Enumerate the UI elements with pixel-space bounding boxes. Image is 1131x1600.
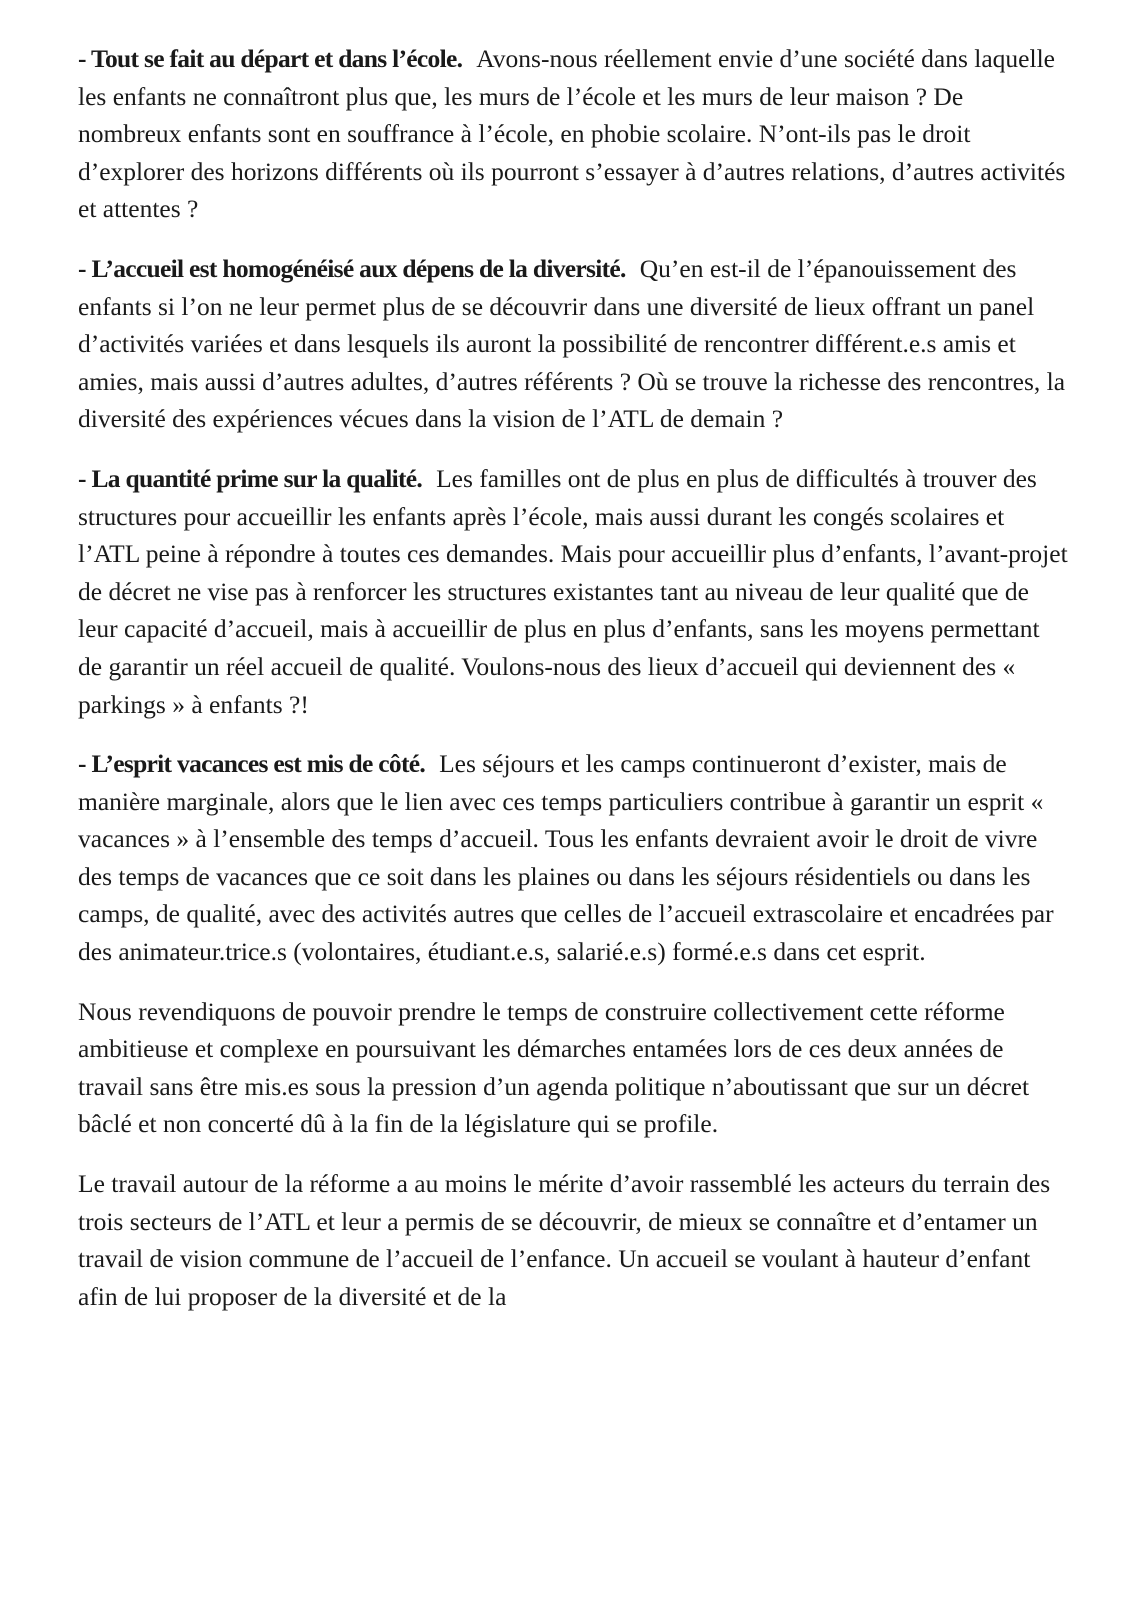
paragraph-body: Avons-nous réellement envie d’une société dans laquelle les enfants ne connaîtront plus que, les murs de l’école et les murs de leur maison ? De nombreux enfants sont en souffrance à l’école, en phobie scolaire. N’ont-ils pas le droit d’explorer des horizons différents où ils pourront s’essayer à d’autres relations, d’autres activités et attentes ? (78, 44, 1066, 224)
paragraph-heading: - La quantité prime sur la qualité. (78, 463, 423, 493)
paragraph-body: Qu’en est-il de l’épanouissement des enfants si l’on ne leur permet plus de se découvrir dans une diversité de lieux offrant un panel d’activités variées et dans lesquels ils auront la possibilité de rencontrer différent.e.s amis et amies, mais aussi d’autres adultes, d’autres référents ? Où se trouve la richesse des rencontres, la diversité des expériences vécues dans la vision de l’ATL de demain ? (78, 253, 1066, 434)
paragraph-homogenized-care (78, 250, 1068, 438)
paragraph-body: Les familles ont de plus en plus de difficultés à trouver des structures pour accueillir les enfants après l’école, mais aussi durant les congés scolaires et l’ATL peine à répondre à toutes ces demandes. Mais pour accueillir plus d’enfants, l’avant-projet de décret ne vise pas à renforcer les structures existantes tant au niveau de leur qualité que de leur capacité d’accueil, mais à accueillir de plus en plus d’enfants, sans les moyens permettant de garantir un réel accueil de qualité. Voulons-nous des lieux d’accueil qui deviennent des « parkings » à enfants ?! (78, 463, 1068, 719)
paragraph-heading: - L’esprit vacances est mis de côté. (78, 749, 426, 779)
paragraph-quantity-over-quality (78, 460, 1068, 723)
paragraph-reform-work (78, 1165, 1068, 1315)
document-page (78, 40, 1068, 1337)
paragraph-heading: - Tout se fait au départ et dans l’école. (78, 44, 463, 73)
paragraph-body: Les séjours et les camps continueront d’exister, mais de manière marginale, alors que le lien avec ces temps particuliers contribue à garantir un esprit « vacances » à l’ensemble des temps d’accueil. Tous les enfants devraient avoir le droit de vivre des temps de vacances que ce soit dans les plaines ou dans les séjours résidentiels ou dans les camps, de qualité, avec des activités autres que celles de l’accueil extrascolaire et encadrées par des animateur.trice.s (volontaires, étudiant.e.s, salarié.e.s) formé.e.s dans cet esprit. (78, 749, 1054, 967)
paragraph-school-start (78, 40, 1068, 228)
paragraph-body: Le travail autour de la réforme a au moins le mérite d’avoir rassemblé les acteurs du terrain des trois secteurs de l’ATL et leur a permis de se découvrir, de mieux se connaître et d’entamer un travail de vision commune de l’accueil de l’enfance. Un accueil se voulant à hauteur d’enfant afin de lui proposer de la diversité et de la (78, 1169, 1051, 1311)
paragraph-body: Nous revendiquons de pouvoir prendre le temps de construire collectivement cette réforme ambitieuse et complexe en poursuivant les démarches entamées lors de ces deux années de travail sans être mis.es sous la pression d’un agenda politique n’aboutissant que sur un décret bâclé et non concerté dû à la fin de la législature qui se profile. (78, 996, 1030, 1139)
paragraph-demands (78, 993, 1068, 1143)
paragraph-holiday-spirit (78, 745, 1068, 971)
paragraph-heading: - L’accueil est homogénéisé aux dépens de la diversité. (78, 253, 626, 283)
